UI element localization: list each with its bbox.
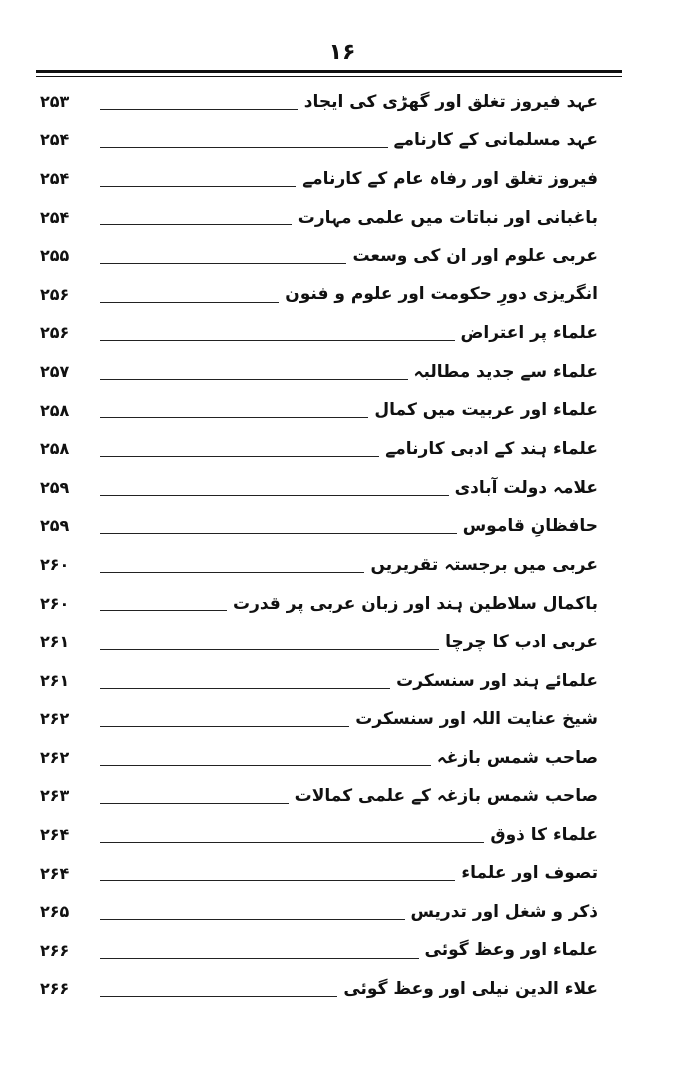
toc-entry-page-number: ۲۶۵ xyxy=(40,902,70,922)
toc-entry-page-number: ۲۵۶ xyxy=(40,284,70,304)
table-of-contents xyxy=(40,82,598,1008)
toc-entry-page-number: ۲۶۱ xyxy=(40,670,70,690)
toc-entry-title: علماء کا ذوق xyxy=(490,824,598,845)
toc-leader-line xyxy=(100,803,289,804)
toc-entry-title: تصوف اور علماء xyxy=(461,863,598,884)
toc-entry-title: عہد فیروز تغلق اور گھڑی کی ایجاد xyxy=(303,91,598,112)
toc-entry xyxy=(40,584,598,623)
toc-entry xyxy=(40,468,598,507)
toc-entry-title: علماء پر اعتراض xyxy=(460,322,598,343)
toc-entry xyxy=(40,545,598,584)
toc-entry-title: انگریزی دورِ حکومت اور علوم و فنون xyxy=(285,284,598,305)
toc-entry xyxy=(40,777,598,816)
toc-entry xyxy=(40,970,598,1009)
toc-entry-title: علمائے ہند اور سنسکرت xyxy=(396,670,598,691)
toc-entry-page-number: ۲۵۹ xyxy=(40,477,70,497)
toc-entry xyxy=(40,82,598,121)
toc-leader-line xyxy=(100,958,419,959)
toc-entry-title: حافظانِ قاموس xyxy=(462,515,598,536)
toc-entry-title: عربی علوم اور ان کی وسعت xyxy=(352,245,598,266)
toc-leader-line xyxy=(100,495,449,496)
toc-entry-page-number: ۲۶۰ xyxy=(40,593,70,613)
toc-entry-title: عربی میں برجستہ تقریریں xyxy=(370,554,598,575)
toc-entry xyxy=(40,236,598,275)
toc-leader-line xyxy=(100,340,455,341)
toc-entry-title: علاء الدین نیلی اور وعظ گوئی xyxy=(343,978,598,999)
toc-entry-page-number: ۲۶۴ xyxy=(40,863,70,883)
toc-leader-line xyxy=(100,842,484,843)
toc-entry-page-number: ۲۶۶ xyxy=(40,979,70,999)
toc-entry-page-number: ۲۶۳ xyxy=(40,786,70,806)
toc-entry-page-number: ۲۵۳ xyxy=(40,91,70,111)
toc-entry-page-number: ۲۵۹ xyxy=(40,516,70,536)
toc-entry-title: صاحب شمس بازغہ کے علمی کمالات xyxy=(294,786,598,807)
toc-leader-line xyxy=(100,379,408,380)
toc-leader-line xyxy=(100,649,439,650)
toc-leader-line xyxy=(100,572,364,573)
toc-entry xyxy=(40,661,598,700)
toc-leader-line xyxy=(100,263,346,264)
toc-entry-title: فیروز تغلق اور رفاہ عام کے کارنامے xyxy=(302,168,598,189)
toc-entry xyxy=(40,815,598,854)
toc-entry-title: علماء سے جدید مطالبہ xyxy=(413,361,598,382)
toc-leader-line xyxy=(100,726,349,727)
toc-entry-title: علماء ہند کے ادبی کارنامے xyxy=(385,439,598,460)
toc-leader-line xyxy=(100,109,298,110)
toc-entry xyxy=(40,314,598,353)
toc-entry-page-number: ۲۶۰ xyxy=(40,554,70,574)
toc-leader-line xyxy=(100,765,431,766)
header-rule xyxy=(36,70,622,73)
toc-entry xyxy=(40,854,598,893)
toc-leader-line xyxy=(100,610,227,611)
toc-entry-title: شیخ عنایت اللہ اور سنسکرت xyxy=(355,709,598,730)
toc-leader-line xyxy=(100,417,368,418)
toc-entry xyxy=(40,507,598,546)
toc-leader-line xyxy=(100,996,337,997)
toc-entry-title: علماء اور عربیت میں کمال xyxy=(374,400,598,421)
toc-entry-page-number: ۲۵۸ xyxy=(40,400,70,420)
toc-entry-page-number: ۲۵۸ xyxy=(40,439,70,459)
toc-leader-line xyxy=(100,456,379,457)
toc-entry-page-number: ۲۵۶ xyxy=(40,323,70,343)
toc-entry xyxy=(40,892,598,931)
toc-entry-title: علماء اور وعظ گوئی xyxy=(424,940,598,961)
toc-entry xyxy=(40,738,598,777)
toc-leader-line xyxy=(100,147,388,148)
toc-leader-line xyxy=(100,186,296,187)
toc-entry-page-number: ۲۶۴ xyxy=(40,825,70,845)
toc-entry xyxy=(40,159,598,198)
header-rule-thin xyxy=(36,76,622,77)
toc-entry-page-number: ۲۵۷ xyxy=(40,361,70,381)
toc-entry-page-number: ۲۶۲ xyxy=(40,747,70,767)
toc-entry-title: عربی ادب کا چرچا xyxy=(445,631,598,652)
toc-entry xyxy=(40,275,598,314)
toc-entry-page-number: ۲۶۱ xyxy=(40,632,70,652)
toc-entry-title: باکمال سلاطین ہند اور زبان عربی پر قدرت xyxy=(232,593,598,614)
toc-leader-line xyxy=(100,919,405,920)
toc-entry-page-number: ۲۶۶ xyxy=(40,940,70,960)
toc-leader-line xyxy=(100,302,279,303)
toc-entry xyxy=(40,352,598,391)
toc-entry-page-number: ۲۵۴ xyxy=(40,130,70,150)
page-number: ۱۶ xyxy=(328,40,356,65)
toc-entry xyxy=(40,198,598,237)
toc-leader-line xyxy=(100,880,455,881)
toc-entry-page-number: ۲۶۲ xyxy=(40,709,70,729)
toc-entry xyxy=(40,429,598,468)
toc-entry xyxy=(40,391,598,430)
toc-entry-page-number: ۲۵۵ xyxy=(40,246,70,266)
toc-entry xyxy=(40,121,598,160)
toc-leader-line xyxy=(100,224,292,225)
toc-leader-line xyxy=(100,688,390,689)
toc-entry-page-number: ۲۵۴ xyxy=(40,168,70,188)
toc-entry-title: علامہ دولت آبادی xyxy=(454,477,598,498)
toc-entry-title: صاحب شمس بازغہ xyxy=(436,747,598,768)
toc-entry-title: ذکر و شغل اور تدریس xyxy=(410,901,598,922)
toc-entry-page-number: ۲۵۴ xyxy=(40,207,70,227)
toc-entry xyxy=(40,622,598,661)
toc-entry xyxy=(40,931,598,970)
toc-entry-title: عہد مسلمانی کے کارنامے xyxy=(393,130,598,151)
toc-entry-title: باغبانی اور نباتات میں علمی مہارت xyxy=(297,207,598,228)
toc-leader-line xyxy=(100,533,457,534)
toc-entry xyxy=(40,700,598,739)
